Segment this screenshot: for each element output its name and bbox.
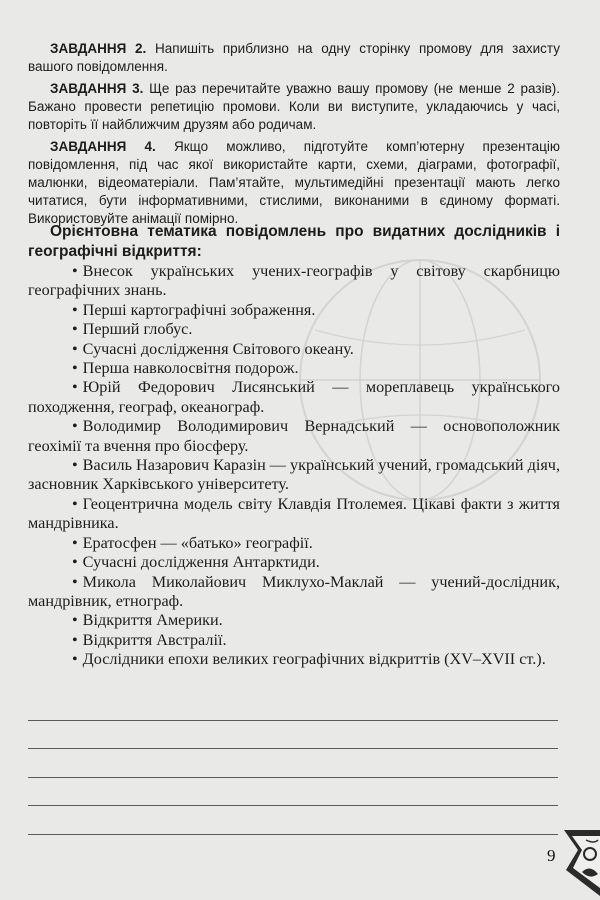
page-number: 9 [547, 846, 556, 865]
topic-item [28, 262, 560, 301]
topic-text: Ератосфен — «батько» географії. [82, 533, 313, 552]
topic-text: Василь Назарович Каразін — український учений, громадський діяч, засновник Харківського університету. [28, 456, 560, 494]
bullet-icon: • [72, 456, 78, 475]
topic-item [28, 417, 560, 456]
bullet-icon: • [72, 533, 78, 552]
writing-lines[interactable] [28, 692, 558, 835]
topic-item [28, 301, 560, 320]
topic-list [28, 262, 560, 670]
topic-item [28, 631, 560, 650]
topic-text: Микола Миколайович Миклухо-Маклай — учений-дослідник, мандрівник, етнограф. [28, 572, 560, 610]
topic-text: Перші картографічні зображення. [82, 300, 316, 319]
topic-text: Володимир Володимирович Вернадський — основоположник геохімії та вчення про біосферу. [28, 417, 560, 455]
topic-text: Сучасні дослідження Антарктиди. [82, 553, 320, 572]
bullet-icon: • [72, 494, 78, 513]
bullet-icon: • [72, 320, 78, 339]
topic-item [28, 495, 560, 534]
task-2 [28, 40, 560, 76]
task-text: Ще раз перечитайте уважно вашу промову (не менше 2 разів). Бажано провести репетицію промови. Коли ви виступите, укладаючись у часі, повторіть її найближчим друзям або родичам. [28, 81, 560, 132]
writing-line[interactable] [28, 692, 558, 721]
task-text: Напишіть приблизно на одну сторінку промову для захисту вашого повідомлення. [28, 41, 560, 74]
topic-item [28, 378, 560, 417]
bullet-icon: • [72, 417, 78, 436]
task-label: ЗАВДАННЯ 3. [50, 81, 144, 96]
writing-line[interactable] [28, 721, 558, 750]
topic-text: Відкриття Австралії. [82, 630, 227, 649]
bullet-icon: • [72, 359, 78, 378]
corner-ornament-icon [560, 828, 600, 898]
topic-text: Юрій Федорович Лисянський — мореплавець українського походження, географ, океанограф. [28, 378, 560, 416]
topic-item [28, 340, 560, 359]
bullet-icon: • [72, 650, 78, 669]
topics-section [28, 222, 560, 670]
topic-text: Дослідники епохи великих географічних відкриттів (XV–XVII ст.). [82, 650, 546, 669]
bullet-icon: • [72, 553, 78, 572]
topic-item [28, 650, 560, 669]
topic-item [28, 359, 560, 378]
topic-item [28, 611, 560, 630]
writing-line[interactable] [28, 749, 558, 778]
task-text: Якщо можливо, підготуйте комп’ютерну презентацію повідомлення, під час якої використайте карти, схеми, діаграми, фотографії, малюнки, відеоматеріали. Пам’ятайте, мультимедійні презентації мають легко читатися, бути інформативними, стислими, виконаними в єдиному форматі. Використовуйте анімації помірно. [28, 139, 560, 226]
topic-text: Перший глобус. [82, 320, 193, 339]
topic-item [28, 573, 560, 612]
topic-text: Сучасні дослідження Світового океану. [82, 339, 354, 358]
topic-text: Внесок українських учених-географів у світову скарбницю географічних знань. [28, 262, 560, 300]
topic-item [28, 553, 560, 572]
topic-item [28, 456, 560, 495]
writing-line[interactable] [28, 806, 558, 835]
bullet-icon: • [72, 339, 78, 358]
bullet-icon: • [72, 262, 78, 280]
topic-text: Геоцентрична модель світу Клавдія Птолемея. Цікаві факти з життя мандрівника. [28, 494, 560, 533]
bullet-icon: • [72, 611, 78, 630]
task-3 [28, 80, 560, 134]
topic-item [28, 320, 560, 339]
topic-text: Перша навколосвітня подорож. [82, 359, 299, 378]
bullet-icon: • [72, 630, 78, 649]
bullet-icon: • [72, 378, 78, 397]
bullet-icon: • [72, 300, 78, 319]
bullet-icon: • [72, 572, 78, 591]
topics-heading: Орієнтовна тематика повідомлень про видатних дослідників і географічні відкриття: [28, 223, 560, 260]
topic-item [28, 534, 560, 553]
tasks-block [28, 40, 560, 232]
topic-text: Відкриття Америки. [82, 611, 223, 630]
task-4 [28, 138, 560, 228]
writing-line[interactable] [28, 778, 558, 807]
task-label: ЗАВДАННЯ 2. [50, 41, 147, 56]
task-label: ЗАВДАННЯ 4. [50, 139, 156, 154]
